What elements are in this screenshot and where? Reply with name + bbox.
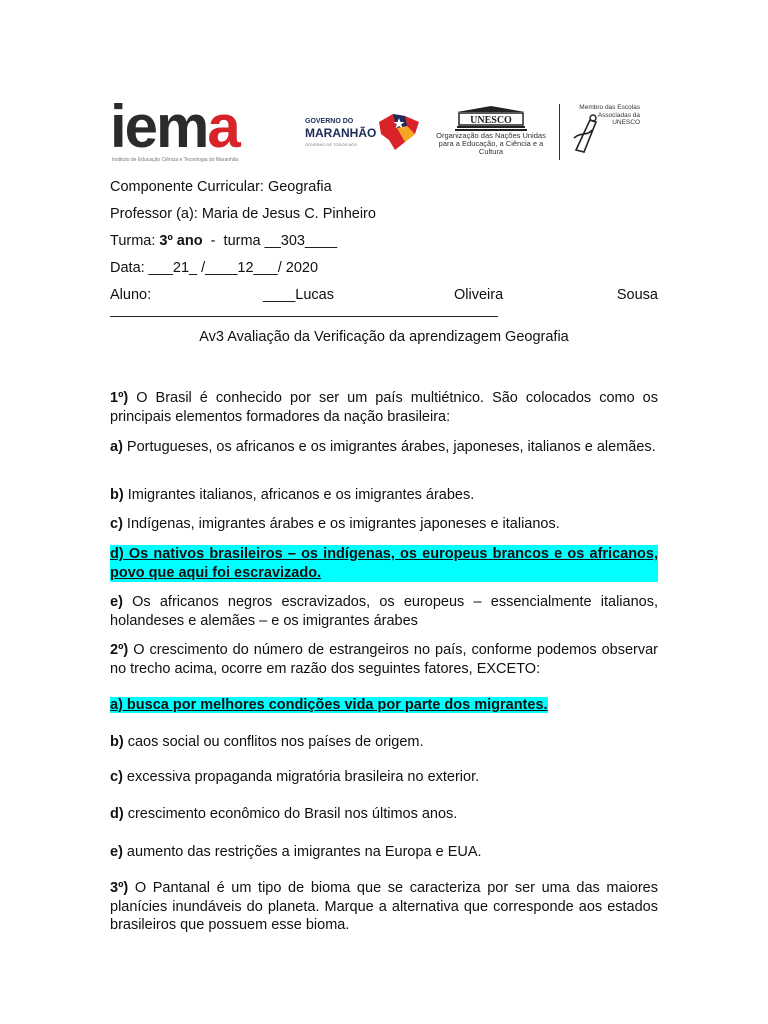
unesco-logo — [435, 106, 545, 164]
unesco-text: Organização das Nações Unidas para a Educação, a Ciência e a Cultura — [436, 131, 546, 156]
q2-option-c: c) excessiva propaganda migratória brasileira no exterior. — [110, 769, 480, 785]
question-1: 1º) O Brasil é conhecido por ser um país multiétnico. São colocados como os principais elementos formadores da nação brasileira: — [110, 390, 658, 425]
q2-option-e: e) aumento das restrições a imigrantes na Europa e EUA. — [110, 844, 482, 860]
question-3: 3º) O Pantanal é um tipo de bioma que se caracteriza por ser uma das maiores planícies inundáveis do planeta. Marque a alternativa que corresponde aos estados brasileiros que possuem esse bioma. — [110, 880, 658, 933]
exam-title: Av3 Avaliação da Verificação da aprendizagem Geografia — [199, 329, 569, 345]
aluno-underline — [110, 316, 498, 317]
header-logos — [110, 93, 650, 164]
q1-option-a: a) Portugueses, os africanos e os imigrantes árabes, japoneses, italianos e alemães. — [110, 439, 656, 455]
componente-curricular: Componente Curricular: Geografia — [110, 179, 332, 195]
q2-option-d: d) crescimento econômico do Brasil nos últimos anos. — [110, 806, 458, 822]
unesco-associadas-logo — [566, 104, 646, 162]
q1-option-e: e) Os africanos negros escravizados, os europeus – essencialmente italianos, holandeses e alemães – e os imigrantes árabes — [110, 594, 658, 629]
iema-subtitle: Instituto de Educação Ciência e Tecnologia do Maranhão — [112, 157, 239, 163]
aluno-middle-name: Oliveira — [454, 287, 504, 303]
turma: Turma: 3º ano - turma __303____ — [110, 233, 338, 249]
iema-logo: iema Instituto de Educação Ciência e Tecnologia do Maranhão — [110, 93, 239, 163]
governo-maranhao-logo: GOVERNO DO MARANHÃO GOVERNO DE TODOS NÓS — [305, 112, 415, 154]
q1-option-b: b) Imigrantes italianos, africanos e os imigrantes árabes. — [110, 487, 475, 503]
q2-option-a-highlighted: a) busca por melhores condições vida por parte dos migrantes. — [110, 697, 548, 713]
q1-option-c: c) Indígenas, imigrantes árabes e os imigrantes japoneses e italianos. — [110, 516, 560, 532]
q2-option-b: b) caos social ou conflitos nos países de origem. — [110, 734, 424, 750]
question-2: 2º) O crescimento do número de estrangeiros no país, conforme podemos observar no trecho acima, ocorre em razão dos seguintes fatores, EXCETO: — [110, 642, 658, 677]
associadas-text: Membro das Escolas Associadas da UNESCO — [579, 104, 640, 126]
maranhao-map-icon — [375, 112, 423, 152]
q1-option-d-highlighted: d) Os nativos brasileiros – os indígenas, os europeus brancos e os africanos, povo que aqui foi escravizado. — [110, 546, 658, 581]
data: Data: ___21_ /____12___/ 2020 — [110, 260, 319, 276]
unesco-name: UNESCO — [470, 115, 512, 126]
aluno-label: Aluno: — [110, 287, 152, 303]
professor: Professor (a): Maria de Jesus C. Pinheiro — [110, 206, 376, 222]
logo-divider — [559, 104, 560, 160]
unesco-temple-icon — [455, 106, 527, 132]
aluno-last-name: Sousa — [616, 287, 658, 303]
aluno-first-name: ____Lucas — [263, 287, 334, 303]
